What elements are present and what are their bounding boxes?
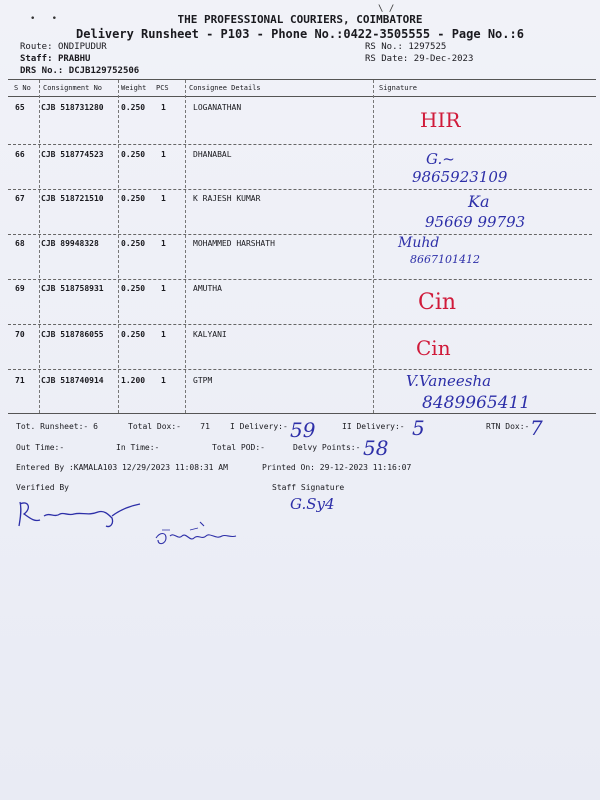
row-consignment: CJB 518721510	[41, 194, 104, 203]
i-delivery-label: I Delivery:-	[230, 422, 288, 431]
row-pcs: 1	[161, 194, 166, 203]
table-top-rule	[8, 79, 596, 80]
col-head-signature: Signature	[379, 84, 417, 92]
delvy-points-label: Delvy Points:-	[293, 443, 361, 452]
rs-no-value: 1297525	[408, 42, 447, 52]
signature-phone: 8667101412	[410, 253, 480, 266]
drs-line	[20, 66, 139, 76]
total-dox-value: 71	[200, 422, 210, 431]
row-weight: 0.250	[121, 103, 146, 112]
row-sno: 67	[15, 194, 25, 203]
signature-phone: 95669 99793	[425, 213, 526, 231]
col-head-consignee: Consignee Details	[189, 84, 261, 92]
signature-mohammed: Muhd	[398, 235, 440, 251]
i-delivery-value: 59	[290, 418, 316, 442]
row-pcs: 1	[161, 284, 166, 293]
row-consignee: AMUTHA	[193, 284, 222, 293]
entered-by: Entered By :KAMALA103 12/29/2023 11:08:31 AM	[16, 463, 228, 472]
route-label: Route:	[20, 42, 53, 52]
col-head-pcs: PCS	[156, 84, 169, 92]
row-separator	[8, 324, 592, 325]
row-weight: 0.250	[121, 150, 146, 159]
row-pcs: 1	[161, 103, 166, 112]
row-separator	[8, 279, 592, 280]
col-head-sno: S No	[14, 84, 31, 92]
ii-delivery-value: 5	[412, 416, 425, 440]
drs-value: DCJB129752506	[68, 66, 140, 76]
row-sno: 69	[15, 284, 25, 293]
staff-signature: G.Sy4	[290, 495, 335, 513]
secondary-signature-icon	[150, 520, 245, 550]
row-consignee: K RAJESH KUMAR	[193, 194, 261, 203]
verified-by-label: Verified By	[16, 483, 69, 492]
col-head-consignment: Consignment No	[43, 84, 103, 92]
tot-runsheet	[16, 422, 98, 431]
column-divider	[118, 80, 119, 413]
row-sno: 66	[15, 150, 25, 159]
row-consignment: CJB 518740914	[41, 376, 104, 385]
row-sno: 68	[15, 239, 25, 248]
row-weight: 0.250	[121, 239, 146, 248]
total-dox	[128, 422, 210, 431]
row-consignment: CJB 518758931	[41, 284, 104, 293]
rs-no-label: RS No.:	[365, 42, 403, 52]
row-consignee: KALYANI	[193, 330, 227, 339]
total-dox-label: Total Dox:-	[128, 422, 181, 431]
table-bottom-rule	[8, 413, 596, 414]
row-separator	[8, 369, 592, 370]
rs-date-line	[365, 54, 473, 64]
row-consignment: CJB 518786055	[41, 330, 104, 339]
scan-mark: \ /	[378, 4, 395, 14]
out-time-label: Out Time:-	[16, 443, 65, 452]
verifier-signature-icon	[14, 498, 144, 532]
row-weight: 0.250	[121, 330, 146, 339]
signature-kalyani: Cin	[416, 336, 451, 360]
row-separator	[8, 189, 592, 190]
scan-mark: • •	[30, 14, 58, 24]
staff-line	[20, 54, 90, 64]
row-consignment: CJB 518731280	[41, 103, 104, 112]
row-weight: 0.250	[121, 194, 146, 203]
company-title: THE PROFESSIONAL COURIERS, COIMBATORE	[177, 13, 423, 26]
row-weight: 0.250	[121, 284, 146, 293]
signature-rajesh: Ka	[468, 192, 490, 211]
tot-runsheet-value: 6	[93, 422, 98, 431]
row-pcs: 1	[161, 239, 166, 248]
row-pcs: 1	[161, 330, 166, 339]
row-consignee: LOGANATHAN	[193, 103, 242, 112]
signature-vaneesha: V.Vaneesha	[406, 372, 492, 390]
signature-phone: 8489965411	[422, 393, 531, 413]
rs-date-value: 29-Dec-2023	[413, 54, 474, 64]
row-pcs: 1	[161, 150, 166, 159]
staff-signature-label: Staff Signature	[272, 483, 345, 492]
signature-dhanabal: G.~	[426, 150, 455, 168]
row-pcs: 1	[161, 376, 166, 385]
row-consignee: DHANABAL	[193, 150, 232, 159]
tot-runsheet-label: Tot. Runsheet:-	[16, 422, 89, 431]
row-consignee: GTPM	[193, 376, 213, 385]
row-consignment: CJB 518774523	[41, 150, 104, 159]
row-separator	[8, 144, 592, 145]
drs-label: DRS No.:	[20, 66, 64, 76]
row-separator	[8, 234, 592, 235]
staff-label: Staff:	[20, 54, 53, 64]
column-divider	[373, 80, 374, 413]
column-divider	[39, 80, 40, 413]
signature-hir: HIR	[420, 108, 461, 132]
row-consignment: CJB 89948328	[41, 239, 99, 248]
ii-delivery-label: II Delivery:-	[342, 422, 405, 431]
in-time-label: In Time:-	[116, 443, 160, 452]
rtn-dox-value: 7	[530, 416, 543, 440]
runsheet-subtitle: Delivery Runsheet - P103 - Phone No.:0422-3505555 - Page No.:6	[76, 27, 524, 41]
signature-amutha: Cin	[418, 290, 457, 315]
row-sno: 70	[15, 330, 25, 339]
col-head-weight: Weight	[121, 84, 147, 92]
rtn-dox-label: RTN Dox:-	[486, 422, 530, 431]
row-sno: 71	[15, 376, 25, 385]
rs-date-label: RS Date:	[365, 54, 409, 64]
rs-no-line	[365, 42, 446, 52]
column-divider	[185, 80, 186, 413]
printed-on: Printed On: 29-12-2023 11:16:07	[262, 463, 412, 472]
route-value: ONDIPUDUR	[57, 42, 107, 52]
table-header-rule	[8, 96, 596, 97]
total-pod-label: Total POD:-	[212, 443, 265, 452]
signature-phone: 9865923109	[412, 168, 508, 186]
route-line	[20, 42, 107, 52]
row-consignee: MOHAMMED HARSHATH	[193, 239, 275, 248]
row-weight: 1.200	[121, 376, 146, 385]
row-sno: 65	[15, 103, 25, 112]
delvy-points-value: 58	[363, 436, 389, 460]
staff-value: PRABHU	[57, 54, 91, 64]
